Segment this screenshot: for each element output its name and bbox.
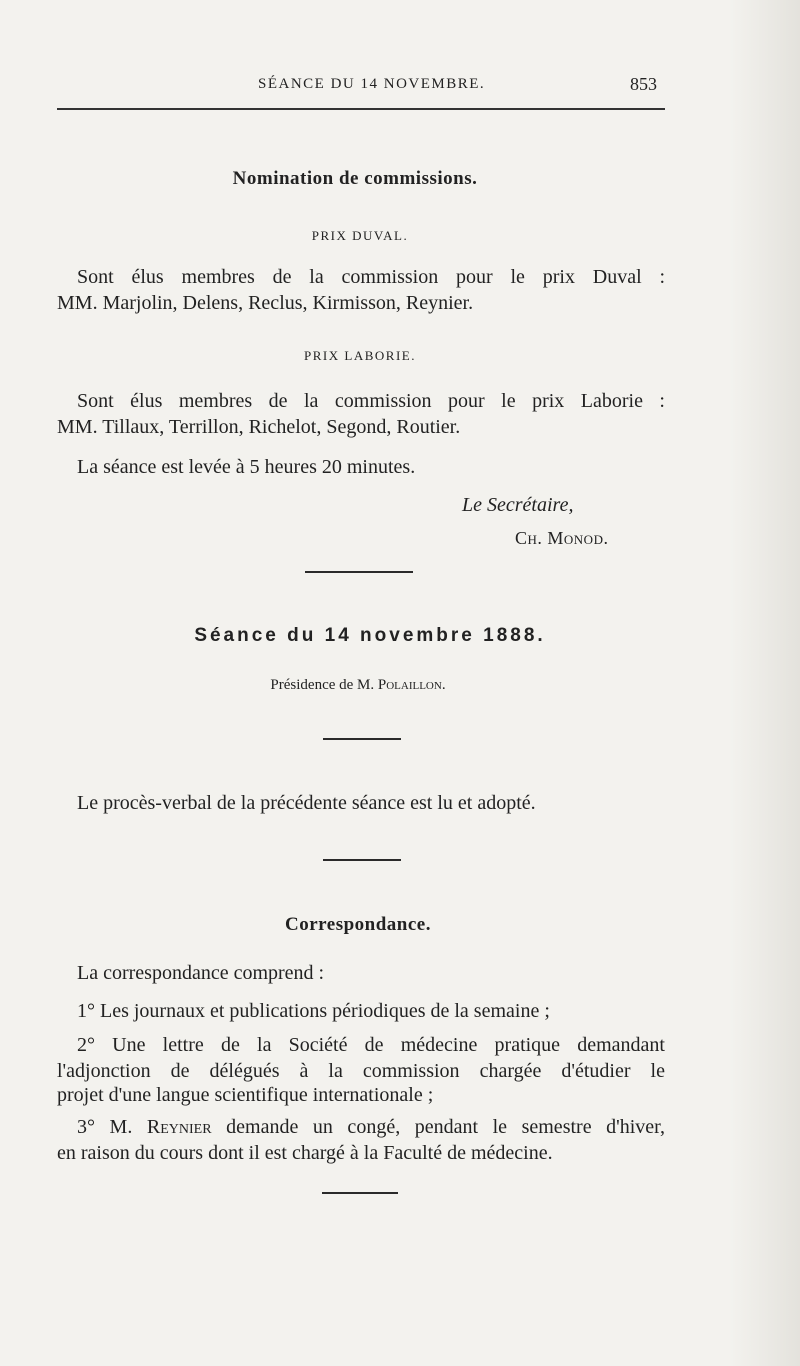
section-divider [323,738,401,740]
header-rule [57,108,665,110]
prix-laborie-line-2: MM. Tillaux, Terrillon, Richelot, Segond, Routier. [57,416,461,438]
correspondance-item-2-line-2: l'adjonction de délégués à la commission chargée d'étudier le [57,1060,665,1082]
presidence-name: Polaillon. [377,677,446,693]
section-divider [322,1192,398,1194]
correspondance-item-2-line-1: 2° Une lettre de la Société de médecine pratique demandant [77,1034,665,1056]
running-head: SÉANCE DU 14 NOVEMBRE. [258,76,486,92]
presidence-line [0,677,716,694]
item-3-rest: demande un congé, pendant le semestre d'hiver, [226,1116,666,1138]
prix-duval-line-1: Sont élus membres de la commission pour le prix Duval : [77,266,665,288]
prix-laborie-line-1: Sont élus membres de la commission pour le prix Laborie : [77,390,665,412]
correspondance-heading: Correspondance. [285,914,431,935]
signature-name: Ch. Monod. [515,528,609,548]
page-edge-shadow [730,0,800,1366]
presidence-label: Présidence de M. [270,677,375,693]
prix-duval-subheading: PRIX DUVAL. [311,228,409,243]
prix-laborie-subheading: PRIX LABORIE. [304,348,416,363]
session-title: Séance du 14 novembre 1888. [194,625,546,646]
section-divider [323,859,401,861]
item-3-name: Reynier [146,1116,212,1138]
section-divider [305,571,413,573]
correspondance-item-2-line-3: projet d'une langue scientifique internationale ; [57,1084,434,1106]
nomination-heading: Nomination de commissions. [232,168,478,189]
item-3-prefix: 3° M. [77,1116,133,1138]
correspondance-intro: La correspondance comprend : [77,962,325,984]
minutes-line: Le procès-verbal de la précédente séance est lu et adopté. [77,792,536,814]
page-number: 853 [630,74,657,94]
correspondance-item-3-line-2: en raison du cours dont il est chargé à la Faculté de médecine. [57,1142,553,1164]
signature-title: Le Secrétaire, [462,494,574,516]
prix-duval-line-2: MM. Marjolin, Delens, Reclus, Kirmisson, Reynier. [57,292,474,314]
correspondance-item-1: 1° Les journaux et publications périodiques de la semaine ; [77,1000,550,1022]
correspondance-item-3-line-1 [77,1116,665,1139]
closing-line: La séance est levée à 5 heures 20 minutes. [77,456,416,478]
